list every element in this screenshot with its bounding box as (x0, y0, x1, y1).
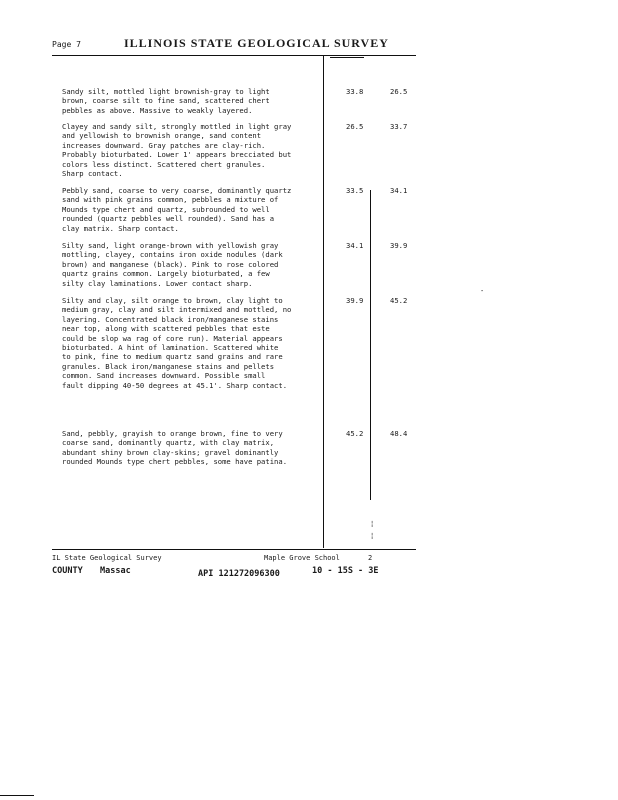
entry-6-description: Sand, pebbly, grayish to orange brown, fine to very coarse sand, dominantly quartz, with clay matrix, abundant shiny brown clay-skins; gravel dominantly rounded Mounds type chert pebbles, some have patina. (62, 429, 288, 467)
entry-5-description: Silty and clay, silt orange to brown, clay light to medium gray, clay and silt intermixed and mottled, no layering. Concentrated black iron/manganese stains near top, along with scattered pebbles that este could be slop wa rag of core run). Material appears bioturbated. A hint of lamination. Scattered white to pink, fine to medium quartz sand grains and rare granules. Black iron/manganese stains and pellets common. Sand increases downward. Possible small fault dipping 40-50 degrees at 45.1'. Sharp contact. (62, 296, 292, 390)
entry-6-top: 45.2 (346, 429, 364, 438)
footer-site: Maple Grove School (264, 554, 340, 562)
entry-3-top: 33.5 (346, 186, 364, 195)
interval-line (370, 190, 371, 500)
footer-sheet-number: 2 (368, 554, 373, 562)
corner-mark (0, 795, 34, 796)
footer-api: API 121272096300 (198, 569, 280, 579)
scan-mark-2: ¦ (370, 532, 375, 540)
entry-4-description: Silty sand, light orange-brown with yellowish gray mottling, clayey, contains iron oxide nodules (dark brown) and manganese (black). Pink to rose colored quartz grains common. Largely bioturbated, a few silty clay laminations. Lower contact sharp. (62, 241, 283, 288)
entry-5-top: 39.9 (346, 296, 364, 305)
survey-title: ILLINOIS STATE GEOLOGICAL SURVEY (124, 36, 389, 50)
scan-mark-3: - (480, 287, 485, 295)
entry-6-bottom: 48.4 (390, 429, 408, 438)
header-rule (52, 55, 416, 56)
footer-county-label: COUNTY (52, 566, 83, 576)
entry-1-top: 33.8 (346, 87, 364, 96)
entry-3-description: Pebbly sand, coarse to very coarse, dominantly quartz sand with pink grains common, pebbles a mixture of Mounds type chert and quartz, subrounded to well rounded (quartz pebbles well rounded). Sand has a clay matrix. Sharp contact. (62, 186, 292, 233)
entry-1-bottom: 26.5 (390, 87, 408, 96)
entry-2-top: 26.5 (346, 122, 364, 131)
footer-rule (52, 549, 416, 550)
entry-1-description: Sandy silt, mottled light brownish-gray to light brown, coarse silt to fine sand, scattered chert pebbles as above. Massive to weakly layered. (62, 87, 270, 115)
entry-4-top: 34.1 (346, 241, 364, 250)
footer-org: IL State Geological Survey (52, 554, 162, 562)
entry-5-bottom: 45.2 (390, 296, 408, 305)
entry-3-bottom: 34.1 (390, 186, 408, 195)
scan-mark: ¦ (370, 520, 375, 528)
page-label: Page 7 (52, 40, 81, 49)
entry-4-bottom: 39.9 (390, 241, 408, 250)
entry-2-description: Clayey and sandy silt, strongly mottled in light gray and yellowish to brownish orange, sand content increases downward. Gray patches are clay-rich. Probably bioturbated. Lower 1' appears brecciated but colors less distinct. Scattered chert granules. Sharp contact. (62, 122, 292, 179)
entry-2-bottom: 33.7 (390, 122, 408, 131)
header-rule-short (330, 57, 364, 58)
column-divider (323, 56, 324, 548)
footer-location: 10 - 15S - 3E (312, 566, 379, 576)
footer-county-value: Massac (100, 566, 131, 576)
